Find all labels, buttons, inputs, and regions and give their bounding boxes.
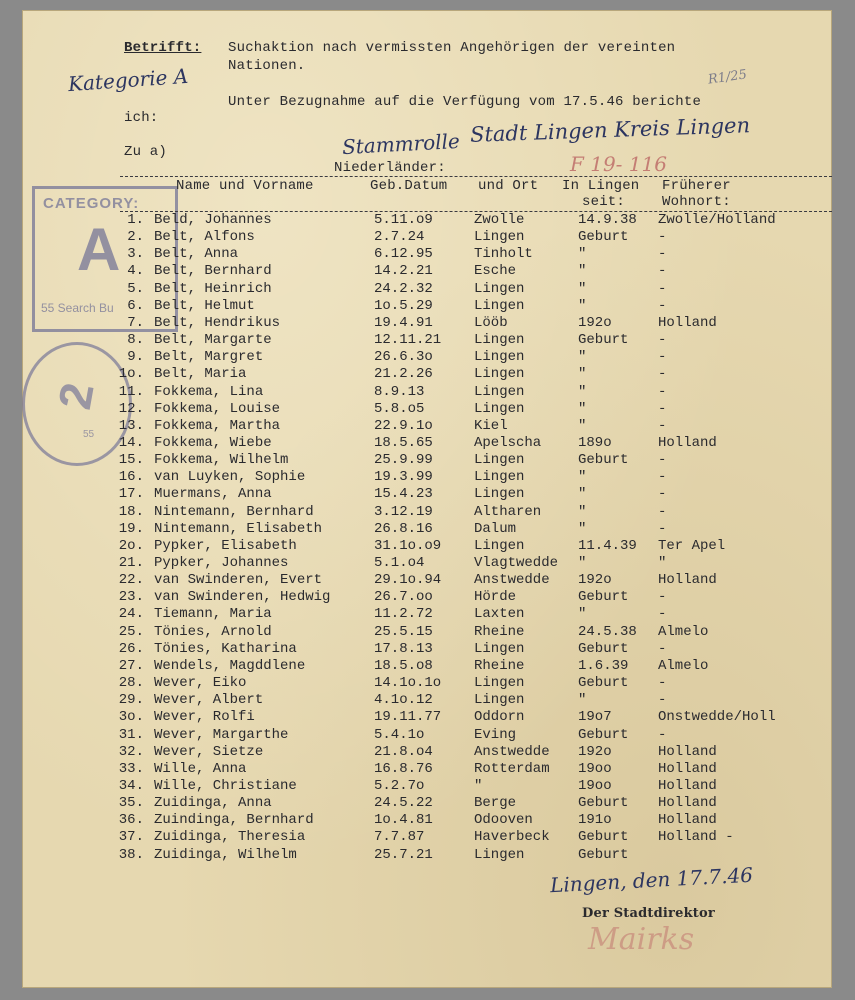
row-name: Zuindinga, Bernhard [154, 812, 314, 829]
row-name: Belt, Alfons [154, 229, 255, 246]
row-former-residence: Holland [658, 434, 717, 451]
row-birth-date: 25.7.21 [374, 846, 433, 863]
row-former-residence: Holland [658, 795, 717, 812]
table-row [22, 847, 832, 864]
row-birth-date: 1o.5.29 [374, 297, 433, 314]
row-since: 192o [578, 743, 612, 760]
row-number: 35. [118, 795, 144, 812]
row-name: van Luyken, Sophie [154, 469, 306, 486]
row-former-residence: Zwolle/Holland [658, 212, 776, 228]
row-since: Geburt [578, 229, 629, 246]
row-number: 8. [127, 332, 144, 349]
row-birth-date: 11.2.72 [374, 606, 433, 623]
header-name: Name und Vorname [176, 178, 314, 194]
table-row [22, 212, 832, 229]
row-birth-place: Rotterdam [474, 760, 550, 777]
row-number: 6. [127, 297, 144, 314]
row-number: 13. [118, 417, 144, 434]
table-row [22, 486, 832, 503]
row-number: 4. [127, 263, 144, 280]
row-name: Wever, Eiko [154, 675, 247, 692]
row-number: 12. [118, 400, 144, 417]
header-former-2: Wohnort: [662, 194, 731, 210]
row-former-residence: - [658, 400, 667, 417]
row-birth-place: Lingen [474, 332, 525, 349]
row-birth-place: Lingen [474, 383, 525, 400]
row-number: 21. [118, 555, 144, 571]
row-birth-place: Lingen [474, 692, 525, 709]
table-row [22, 624, 832, 641]
row-name: Belt, Maria [154, 366, 247, 383]
row-birth-place: Lingen [474, 486, 525, 503]
header-former-1: Früherer [662, 178, 731, 194]
row-birth-date: 19.3.99 [374, 469, 433, 486]
row-birth-place: Vlagtwedde [474, 555, 559, 571]
row-birth-place: Dalum [474, 520, 517, 537]
row-name: Belt, Heinrich [154, 280, 272, 297]
row-number: 24. [118, 606, 144, 623]
row-since: " [578, 349, 587, 366]
row-since: " [578, 469, 587, 486]
reference-text: Unter Bezugnahme auf die Verfügung vom 17.5.46 berichte [228, 94, 702, 110]
row-birth-place: Anstwedde [474, 743, 550, 760]
row-number: 17. [118, 486, 144, 503]
row-since: Geburt [578, 829, 629, 846]
row-birth-date: 6.12.95 [374, 246, 433, 263]
section-label: Zu a) [124, 144, 168, 160]
row-former-residence: - [658, 366, 667, 383]
row-birth-date: 22.9.1o [374, 417, 433, 434]
row-former-residence: - [658, 503, 667, 520]
row-birth-date: 5.2.7o [374, 777, 425, 794]
row-birth-place: Lingen [474, 400, 525, 417]
row-birth-date: 2.7.24 [374, 229, 425, 246]
stammrolle-note: Stammrolle [341, 128, 461, 160]
row-birth-date: 5.8.o5 [374, 400, 425, 417]
row-number: 34. [118, 777, 144, 794]
row-since: Geburt [578, 675, 629, 692]
row-birth-date: 5.1.o4 [374, 555, 425, 571]
row-former-residence: Almelo [658, 657, 709, 674]
row-former-residence: - [658, 486, 667, 503]
row-former-residence: Onstwedde/Holl [658, 709, 776, 726]
row-since: 14.9.38 [578, 212, 637, 228]
row-number: 14. [118, 434, 144, 451]
row-former-residence: - [658, 229, 667, 246]
reference-ich: ich: [124, 110, 159, 126]
round-stamp-small: 55 [83, 429, 95, 440]
row-birth-date: 19.11.77 [374, 709, 442, 726]
table-row [22, 829, 832, 846]
row-number: 15. [118, 452, 144, 469]
row-birth-date: 5.4.1o [374, 726, 425, 743]
table-row [22, 675, 832, 692]
table-row [22, 281, 832, 298]
row-number: 28. [118, 675, 144, 692]
row-birth-place: Zwolle [474, 212, 525, 228]
subject-line-2: Nationen. [228, 58, 306, 74]
table-row [22, 384, 832, 401]
row-since: " [578, 280, 587, 297]
row-since: " [578, 692, 587, 709]
table-row [22, 401, 832, 418]
row-since: Geburt [578, 589, 629, 606]
row-former-residence: Holland [658, 572, 717, 589]
row-name: Zuidinga, Anna [154, 795, 272, 812]
row-number: 3o. [118, 709, 144, 726]
header-since-2: seit: [582, 194, 626, 210]
row-since: " [578, 263, 587, 280]
row-since: Geburt [578, 452, 629, 469]
row-since: Geburt [578, 795, 629, 812]
row-former-residence: - [658, 726, 667, 743]
row-number: 3. [127, 246, 144, 263]
row-former-residence: - [658, 332, 667, 349]
corner-note: R1/25 [707, 67, 748, 88]
row-birth-place: Rheine [474, 623, 525, 640]
category-stamp-value: A [77, 216, 121, 283]
row-since: " [578, 366, 587, 383]
row-since: 19oo [578, 777, 612, 794]
row-former-residence: - [658, 452, 667, 469]
row-name: Muermans, Anna [154, 486, 272, 503]
row-number: 2. [127, 229, 144, 246]
category-stamp-footer: 55 Search Bu [41, 301, 114, 315]
row-birth-place: Altharen [474, 503, 542, 520]
row-former-residence: - [658, 520, 667, 537]
row-name: van Swinderen, Evert [154, 572, 323, 589]
row-since: " [578, 383, 587, 400]
table-row [22, 572, 832, 589]
row-name: Fokkema, Wiebe [154, 434, 272, 451]
row-number: 27. [118, 657, 144, 674]
row-birth-date: 15.4.23 [374, 486, 433, 503]
table-row [22, 589, 832, 606]
row-birth-date: 17.8.13 [374, 640, 433, 657]
header-place: und Ort [478, 178, 539, 194]
row-since: " [578, 606, 587, 623]
category-stamp-label: CATEGORY: [43, 195, 140, 212]
row-since: 192o [578, 314, 612, 331]
row-birth-date: 5.11.o9 [374, 212, 433, 228]
table-row [22, 349, 832, 366]
row-birth-place: Rheine [474, 657, 525, 674]
row-name: van Swinderen, Hedwig [154, 589, 331, 606]
row-since: 19oo [578, 760, 612, 777]
table-row [22, 709, 832, 726]
row-number: 31. [118, 726, 144, 743]
subject-line-1: Suchaktion nach vermissten Angehörigen der vereinten [228, 40, 676, 56]
row-birth-date: 4.1o.12 [374, 692, 433, 709]
row-birth-date: 3.12.19 [374, 503, 433, 520]
row-birth-place: Hörde [474, 589, 517, 606]
row-former-residence: - [658, 692, 667, 709]
row-former-residence: - [658, 263, 667, 280]
row-birth-place: Lingen [474, 537, 525, 554]
row-birth-place: Berge [474, 795, 517, 812]
table-row [22, 418, 832, 435]
row-former-residence: - [658, 246, 667, 263]
table-row [22, 452, 832, 469]
row-birth-place: Lingen [474, 640, 525, 657]
table-row [22, 366, 832, 383]
table-row [22, 315, 832, 332]
table-row [22, 246, 832, 263]
row-birth-date: 14.2.21 [374, 263, 433, 280]
row-since: 24.5.38 [578, 623, 637, 640]
row-since: 189o [578, 434, 612, 451]
row-since: " [578, 503, 587, 520]
row-birth-date: 18.5.o8 [374, 657, 433, 674]
row-birth-date: 24.5.22 [374, 795, 433, 812]
row-number: 11. [118, 383, 144, 400]
row-name: Tiemann, Maria [154, 606, 272, 623]
round-stamp-number: 2 [47, 378, 104, 414]
row-former-residence: Holland [658, 777, 717, 794]
row-former-residence: - [658, 606, 667, 623]
row-former-residence: Holland - [658, 829, 734, 846]
row-name: Fokkema, Martha [154, 417, 281, 434]
table-row [22, 778, 832, 795]
closing-title: Der Stadtdirektor [582, 906, 715, 921]
row-name: Belt, Helmut [154, 297, 255, 314]
row-name: Fokkema, Louise [154, 400, 281, 417]
header-since-1: In Lingen [562, 178, 640, 194]
table-row [22, 504, 832, 521]
header-date: Geb.Datum [370, 178, 448, 194]
row-birth-date: 21.2.26 [374, 366, 433, 383]
row-birth-place: Odooven [474, 812, 533, 829]
kategorie-note: Kategorie A [67, 63, 189, 97]
table-row [22, 606, 832, 623]
table-row [22, 435, 832, 452]
row-birth-place: Haverbeck [474, 829, 550, 846]
row-name: Pypker, Elisabeth [154, 537, 297, 554]
row-birth-place: Kiel [474, 417, 508, 434]
row-number: 26. [118, 640, 144, 657]
signature: Mairks [588, 922, 695, 957]
row-name: Zuidinga, Wilhelm [154, 846, 297, 863]
row-former-residence: - [658, 417, 667, 434]
row-number: 32. [118, 743, 144, 760]
row-former-residence: " [658, 555, 667, 571]
row-number: 22. [118, 572, 144, 589]
row-birth-date: 26.8.16 [374, 520, 433, 537]
row-since: " [578, 520, 587, 537]
row-since: " [578, 486, 587, 503]
row-number: 5. [127, 280, 144, 297]
row-birth-date: 18.5.65 [374, 434, 433, 451]
row-birth-place: Esche [474, 263, 517, 280]
row-former-residence: - [658, 297, 667, 314]
row-since: 1.6.39 [578, 657, 629, 674]
row-name: Wendels, Magddlene [154, 657, 306, 674]
row-number: 29. [118, 692, 144, 709]
row-name: Wever, Sietze [154, 743, 264, 760]
row-former-residence: - [658, 383, 667, 400]
row-name: Zuidinga, Theresia [154, 829, 306, 846]
table-row [22, 795, 832, 812]
row-name: Tönies, Arnold [154, 623, 272, 640]
table-row [22, 641, 832, 658]
row-former-residence: Holland [658, 812, 717, 829]
row-birth-date: 1o.4.81 [374, 812, 433, 829]
row-since: " [578, 555, 587, 571]
row-since: " [578, 246, 587, 263]
row-since: " [578, 297, 587, 314]
row-birth-date: 8.9.13 [374, 383, 425, 400]
row-former-residence: Holland [658, 743, 717, 760]
row-birth-place: Lingen [474, 366, 525, 383]
row-number: 1. [127, 212, 144, 228]
row-former-residence: Almelo [658, 623, 709, 640]
row-birth-place: Lingen [474, 846, 525, 863]
row-birth-date: 25.5.15 [374, 623, 433, 640]
row-name: Tönies, Katharina [154, 640, 297, 657]
row-number: 37. [118, 829, 144, 846]
red-reference-note: F 19- 116 [570, 152, 667, 176]
row-name: Fokkema, Lina [154, 383, 264, 400]
row-birth-place: Lingen [474, 452, 525, 469]
row-former-residence: - [658, 640, 667, 657]
row-birth-date: 24.2.32 [374, 280, 433, 297]
row-number: 16. [118, 469, 144, 486]
row-birth-place: Lingen [474, 675, 525, 692]
row-since: " [578, 400, 587, 417]
row-birth-place: Anstwedde [474, 572, 550, 589]
table-row [22, 332, 832, 349]
row-birth-place: Tinholt [474, 246, 533, 263]
row-name: Wille, Christiane [154, 777, 297, 794]
row-birth-place: " [474, 777, 483, 794]
row-former-residence: Holland [658, 760, 717, 777]
row-since: 19o7 [578, 709, 612, 726]
row-former-residence: Ter Apel [658, 537, 726, 554]
row-number: 23. [118, 589, 144, 606]
row-former-residence: - [658, 675, 667, 692]
row-birth-place: Laxten [474, 606, 525, 623]
subject-label: Betrifft: [124, 40, 202, 56]
row-since: 191o [578, 812, 612, 829]
row-number: 25. [118, 623, 144, 640]
row-birth-place: Lööb [474, 314, 508, 331]
table-top-rule [120, 176, 832, 177]
row-birth-place: Apelscha [474, 434, 542, 451]
row-former-residence: Holland [658, 314, 717, 331]
group-heading: Niederländer: [334, 160, 446, 176]
row-birth-date: 7.7.87 [374, 829, 425, 846]
row-name: Belt, Margret [154, 349, 264, 366]
stadt-kreis-note: Stadt Lingen Kreis Lingen [469, 113, 751, 147]
row-birth-date: 25.9.99 [374, 452, 433, 469]
row-since: 11.4.39 [578, 537, 637, 554]
row-birth-place: Lingen [474, 229, 525, 246]
document-page [22, 10, 832, 988]
row-since: Geburt [578, 640, 629, 657]
row-former-residence: - [658, 469, 667, 486]
row-number: 2o. [118, 537, 144, 554]
table-row [22, 555, 832, 572]
table-row [22, 469, 832, 486]
row-since: 192o [578, 572, 612, 589]
row-birth-date: 26.6.3o [374, 349, 433, 366]
row-since: Geburt [578, 332, 629, 349]
row-former-residence: - [658, 349, 667, 366]
row-name: Belt, Anna [154, 246, 239, 263]
table-row [22, 298, 832, 315]
row-birth-date: 12.11.21 [374, 332, 442, 349]
row-name: Nintemann, Elisabeth [154, 520, 323, 537]
row-name: Beld, Johannes [154, 212, 272, 228]
row-birth-date: 19.4.91 [374, 314, 433, 331]
row-since: Geburt [578, 846, 629, 863]
table-row [22, 812, 832, 829]
table-row [22, 538, 832, 555]
table-row [22, 692, 832, 709]
row-name: Wever, Margarthe [154, 726, 289, 743]
row-birth-place: Lingen [474, 280, 525, 297]
row-birth-date: 26.7.oo [374, 589, 433, 606]
table-row [22, 727, 832, 744]
row-name: Wille, Anna [154, 760, 247, 777]
table-row [22, 521, 832, 538]
closing-place-date: Lingen, den 17.7.46 [549, 862, 754, 898]
row-name: Belt, Hendrikus [154, 314, 281, 331]
row-number: 33. [118, 760, 144, 777]
row-name: Nintemann, Bernhard [154, 503, 314, 520]
row-name: Pypker, Johannes [154, 555, 289, 571]
row-number: 1o. [118, 366, 144, 383]
row-birth-date: 16.8.76 [374, 760, 433, 777]
row-number: 18. [118, 503, 144, 520]
row-birth-place: Lingen [474, 349, 525, 366]
row-birth-date: 21.8.o4 [374, 743, 433, 760]
row-former-residence: - [658, 589, 667, 606]
row-birth-place: Lingen [474, 297, 525, 314]
row-number: 19. [118, 520, 144, 537]
row-birth-date: 14.1o.1o [374, 675, 442, 692]
row-former-residence: - [658, 280, 667, 297]
table-row [22, 658, 832, 675]
row-name: Belt, Margarte [154, 332, 272, 349]
row-name: Fokkema, Wilhelm [154, 452, 289, 469]
row-number: 7. [127, 314, 144, 331]
row-name: Wever, Rolfi [154, 709, 255, 726]
table-row [22, 761, 832, 778]
row-birth-place: Oddorn [474, 709, 525, 726]
table-row [22, 744, 832, 761]
row-since: " [578, 417, 587, 434]
table-row [22, 263, 832, 280]
row-number: 9. [127, 349, 144, 366]
row-birth-date: 29.1o.94 [374, 572, 442, 589]
row-number: 38. [118, 846, 144, 863]
row-name: Belt, Bernhard [154, 263, 272, 280]
row-birth-date: 31.1o.o9 [374, 537, 442, 554]
table-row [22, 229, 832, 246]
row-name: Wever, Albert [154, 692, 264, 709]
row-number: 36. [118, 812, 144, 829]
row-since: Geburt [578, 726, 629, 743]
row-birth-place: Lingen [474, 469, 525, 486]
row-birth-place: Eving [474, 726, 517, 743]
